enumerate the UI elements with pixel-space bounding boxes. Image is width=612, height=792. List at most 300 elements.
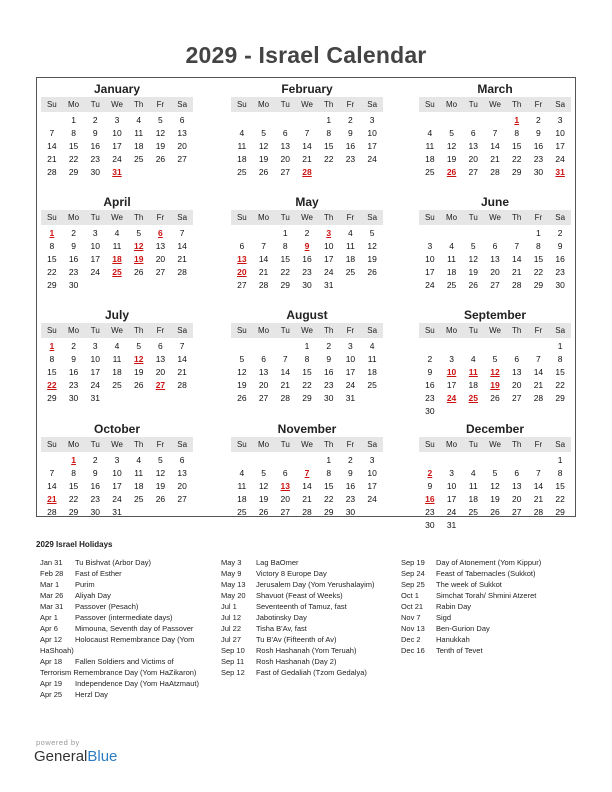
holiday-date: May 20: [221, 591, 246, 600]
day-cell: 14: [511, 254, 522, 264]
day-cell: 21: [302, 494, 312, 504]
holiday-date: Mar 31: [40, 602, 64, 611]
holiday-name: HaShoah): [40, 646, 74, 655]
holiday-row: [40, 557, 220, 568]
holiday-row: [40, 623, 220, 634]
day-cell: 24: [112, 494, 122, 504]
empty-cell: [231, 454, 253, 467]
day-cell: 3: [557, 115, 563, 125]
holiday-day: 13: [237, 254, 247, 264]
day-cell: 16: [302, 254, 312, 264]
day-cell: 8: [49, 354, 55, 364]
month-name: December: [465, 422, 525, 436]
weekday-label: Su: [424, 440, 435, 449]
empty-cell: [253, 454, 275, 467]
weekday-label: Fr: [156, 100, 165, 109]
day-cell: 24: [323, 267, 334, 277]
weekday-label: Th: [512, 100, 522, 109]
day-cell: 6: [514, 354, 520, 364]
day-cell: 18: [237, 154, 247, 164]
day-cell: 6: [492, 241, 498, 251]
day-cell: 14: [302, 481, 312, 491]
weekday-label: Tu: [468, 326, 478, 335]
day-cell: 10: [367, 128, 377, 138]
day-cell: 2: [536, 115, 541, 125]
day-cell: 3: [369, 455, 375, 465]
day-cell: 28: [533, 507, 544, 517]
day-cell: 13: [490, 254, 500, 264]
holiday-row: [221, 557, 401, 568]
holiday-date: Sep 24: [401, 569, 425, 578]
holiday-name: Day of Atonement (Yom Kippur): [436, 558, 542, 567]
weekday-label: Sa: [555, 440, 566, 449]
day-grid: [231, 114, 383, 179]
month-december: [419, 422, 571, 530]
month-name: May: [295, 195, 319, 209]
day-cell: 19: [258, 154, 269, 164]
day-cell: 17: [446, 380, 457, 390]
holiday-row: [221, 612, 401, 623]
day-cell: 4: [239, 128, 245, 138]
holiday-row: [40, 590, 220, 601]
day-grid: [41, 227, 193, 292]
holiday-day: 12: [490, 367, 500, 377]
weekday-label: Su: [236, 213, 247, 222]
day-cell: 2: [92, 115, 98, 125]
day-cell: 18: [133, 481, 144, 491]
day-cell: 3: [449, 354, 454, 364]
day-cell: 18: [468, 494, 479, 504]
weekday-label: Sa: [555, 213, 566, 222]
day-cell: 25: [133, 494, 144, 504]
weekday-label: Fr: [346, 326, 355, 335]
empty-cell: [253, 340, 275, 353]
day-grid: [41, 114, 193, 179]
weekday-label: Tu: [280, 440, 290, 449]
holiday-name: Victory 8 Europe Day: [256, 569, 327, 578]
day-cell: 24: [367, 154, 377, 164]
day-cell: 14: [280, 367, 291, 377]
day-cell: 3: [114, 455, 120, 465]
weekday-label: Tu: [280, 100, 290, 109]
holiday-date: Oct 1: [401, 591, 419, 600]
day-cell: 21: [177, 367, 187, 377]
day-cell: 29: [47, 393, 57, 403]
empty-cell: [419, 227, 441, 240]
holiday-day: 16: [425, 494, 435, 504]
day-cell: 20: [468, 154, 479, 164]
day-cell: 19: [490, 494, 500, 504]
weekday-label: Su: [46, 100, 57, 109]
day-cell: 13: [258, 367, 269, 377]
day-cell: 23: [90, 154, 101, 164]
day-cell: 2: [304, 228, 310, 238]
day-cell: 25: [237, 507, 247, 517]
holiday-date: May 9: [221, 569, 242, 578]
day-cell: 5: [158, 455, 163, 465]
day-cell: 24: [555, 154, 565, 164]
day-cell: 6: [470, 128, 476, 138]
weekday-label: We: [111, 326, 123, 335]
day-cell: 20: [258, 380, 269, 390]
weekday-header: [41, 437, 193, 452]
weekday-label: Tu: [468, 213, 478, 222]
day-cell: 24: [446, 507, 457, 517]
day-grid: [41, 340, 193, 405]
day-cell: 16: [323, 367, 334, 377]
day-cell: 27: [155, 267, 166, 277]
day-cell: 4: [427, 128, 433, 138]
month-november: [231, 422, 383, 530]
day-cell: 23: [533, 154, 544, 164]
day-cell: 18: [367, 367, 377, 377]
month-january: [41, 82, 193, 190]
calendar-grid: [36, 77, 576, 530]
weekday-label: Tu: [468, 100, 478, 109]
day-cell: 4: [348, 228, 353, 238]
day-cell: 30: [90, 167, 101, 177]
holiday-day: 13: [280, 481, 291, 491]
holiday-list-column-3: [401, 557, 581, 656]
day-cell: 14: [258, 254, 269, 264]
weekday-label: Fr: [346, 440, 355, 449]
empty-cell: [441, 227, 463, 240]
day-cell: 11: [112, 241, 122, 251]
day-cell: 28: [302, 507, 312, 517]
weekday-label: Su: [424, 100, 435, 109]
day-cell: 23: [555, 267, 565, 277]
day-cell: 2: [71, 341, 76, 351]
day-cell: 8: [557, 354, 563, 364]
holiday-row: [401, 645, 581, 656]
day-cell: 2: [427, 354, 433, 364]
day-cell: 6: [282, 128, 288, 138]
holiday-name: The week of Sukkot: [436, 580, 502, 589]
day-cell: 12: [258, 141, 269, 151]
day-cell: 10: [112, 128, 122, 138]
powered-by-label: powered by: [36, 738, 80, 747]
holiday-name: Hanukkah: [436, 635, 470, 644]
empty-cell: [41, 454, 63, 467]
holiday-name: Shavuot (Feast of Weeks): [256, 591, 343, 600]
day-cell: 2: [348, 115, 353, 125]
holiday-row: [221, 568, 401, 579]
day-cell: 5: [369, 228, 375, 238]
empty-cell: [274, 114, 296, 127]
day-cell: 7: [49, 468, 55, 478]
day-cell: 22: [280, 267, 291, 277]
day-cell: 16: [68, 367, 79, 377]
day-cell: 5: [261, 468, 266, 478]
weekday-label: Tu: [90, 100, 100, 109]
brand-blue: Blue: [87, 748, 118, 765]
month-name: March: [477, 82, 513, 96]
day-cell: 30: [555, 280, 565, 290]
holiday-day: 27: [155, 380, 166, 390]
day-cell: 18: [133, 141, 144, 151]
holiday-date: Jul 12: [221, 613, 242, 622]
day-cell: 29: [555, 507, 565, 517]
day-cell: 26: [490, 507, 500, 517]
holiday-day: 11: [468, 367, 478, 377]
day-cell: 6: [158, 341, 163, 351]
day-cell: 20: [490, 267, 500, 277]
day-cell: 17: [367, 481, 377, 491]
day-cell: 19: [367, 254, 377, 264]
weekday-label: Th: [324, 326, 334, 335]
day-cell: 24: [90, 267, 101, 277]
day-cell: 18: [112, 367, 122, 377]
holiday-day: 1: [71, 455, 76, 465]
holiday-day: 19: [490, 380, 500, 390]
day-cell: 5: [492, 468, 498, 478]
day-cell: 30: [68, 280, 79, 290]
day-cell: 2: [326, 341, 332, 351]
holiday-day: 1: [49, 341, 55, 351]
day-cell: 3: [369, 115, 375, 125]
holiday-date: Apr 25: [40, 690, 63, 699]
holiday-date: Sep 10: [221, 646, 245, 655]
day-cell: 3: [92, 228, 98, 238]
day-cell: 27: [177, 154, 187, 164]
day-cell: 3: [348, 341, 353, 351]
day-cell: 19: [258, 494, 269, 504]
weekday-label: Su: [424, 326, 435, 335]
day-cell: 14: [177, 241, 187, 251]
day-cell: 18: [237, 494, 247, 504]
day-cell: 29: [280, 280, 291, 290]
day-cell: 11: [112, 354, 122, 364]
day-cell: 25: [345, 267, 356, 277]
day-cell: 20: [155, 254, 166, 264]
day-cell: 31: [323, 280, 334, 290]
day-cell: 29: [511, 167, 522, 177]
weekday-label: Fr: [156, 440, 165, 449]
day-cell: 26: [258, 507, 269, 517]
day-cell: 23: [323, 380, 334, 390]
holiday-name: Tisha B'Av, fast: [256, 624, 307, 633]
holiday-row: [221, 656, 401, 667]
empty-cell: [484, 114, 506, 127]
empty-cell: [528, 454, 550, 467]
day-cell: 7: [492, 128, 498, 138]
day-cell: 22: [533, 267, 544, 277]
day-cell: 8: [326, 468, 332, 478]
empty-cell: [506, 454, 528, 467]
day-cell: 12: [237, 367, 247, 377]
day-cell: 27: [280, 167, 291, 177]
weekday-label: We: [301, 100, 313, 109]
month-name: August: [286, 308, 328, 322]
holiday-name: Independence Day (Yom HaAtzmaut): [75, 679, 199, 688]
weekday-header: [231, 437, 383, 452]
day-cell: 28: [258, 280, 269, 290]
day-cell: 10: [555, 128, 565, 138]
holiday-date: Mar 26: [40, 591, 64, 600]
holiday-row: [401, 601, 581, 612]
holiday-day: 9: [304, 241, 310, 251]
day-cell: 25: [425, 167, 435, 177]
day-cell: 16: [90, 141, 101, 151]
holiday-date: Mar 1: [40, 580, 60, 589]
day-cell: 24: [112, 154, 122, 164]
holiday-day: 2: [427, 468, 433, 478]
holiday-name: Aliyah Day: [75, 591, 111, 600]
holiday-name: Passover (intermediate days): [75, 613, 173, 622]
day-cell: 15: [302, 367, 312, 377]
day-cell: 15: [68, 141, 79, 151]
day-cell: 4: [470, 354, 476, 364]
holiday-day: 19: [133, 254, 144, 264]
day-cell: 15: [47, 367, 57, 377]
month-name: April: [103, 195, 131, 209]
weekday-label: Tu: [468, 440, 478, 449]
weekday-label: Tu: [90, 213, 100, 222]
day-cell: 27: [511, 507, 522, 517]
day-cell: 26: [133, 267, 144, 277]
weekday-label: We: [489, 440, 501, 449]
holiday-day: 20: [237, 267, 247, 277]
holiday-name: Simchat Torah/ Shmini Atzeret: [436, 591, 537, 600]
weekday-label: Fr: [156, 213, 165, 222]
day-cell: 12: [155, 128, 166, 138]
holiday-date: Dec 2: [401, 635, 421, 644]
day-cell: 30: [425, 520, 435, 530]
month-name: June: [480, 195, 509, 209]
month-name: February: [281, 82, 333, 96]
day-cell: 14: [47, 481, 57, 491]
weekday-label: Fr: [534, 100, 543, 109]
day-cell: 23: [425, 507, 435, 517]
month-name: October: [93, 422, 140, 436]
weekday-label: Tu: [280, 213, 290, 222]
day-cell: 25: [112, 380, 122, 390]
day-cell: 16: [345, 141, 356, 151]
day-cell: 26: [490, 393, 500, 403]
weekday-label: Su: [236, 100, 247, 109]
day-cell: 13: [155, 241, 166, 251]
day-cell: 8: [304, 354, 310, 364]
day-cell: 29: [555, 393, 565, 403]
day-cell: 17: [446, 494, 457, 504]
holiday-date: Apr 12: [40, 635, 63, 644]
day-cell: 27: [468, 167, 479, 177]
weekday-label: Su: [236, 440, 247, 449]
weekday-label: We: [111, 213, 123, 222]
holiday-row: [40, 689, 220, 700]
day-cell: 31: [112, 507, 122, 517]
day-cell: 23: [345, 154, 356, 164]
day-cell: 15: [47, 254, 57, 264]
day-cell: 26: [155, 494, 166, 504]
day-cell: 10: [90, 241, 101, 251]
day-cell: 5: [136, 341, 142, 351]
day-cell: 31: [90, 393, 101, 403]
day-cell: 12: [446, 141, 457, 151]
day-cell: 13: [155, 354, 166, 364]
day-cell: 16: [68, 254, 79, 264]
day-cell: 6: [179, 115, 185, 125]
day-cell: 17: [555, 141, 565, 151]
day-cell: 9: [348, 468, 353, 478]
day-grid: [231, 340, 383, 405]
day-cell: 11: [425, 141, 435, 151]
day-cell: 2: [92, 455, 98, 465]
day-cell: 31: [345, 393, 356, 403]
day-cell: 15: [323, 141, 334, 151]
day-cell: 26: [237, 393, 247, 403]
day-cell: 4: [369, 341, 375, 351]
holiday-row: [221, 579, 401, 590]
weekday-header: [231, 97, 383, 112]
weekday-label: Mo: [446, 440, 458, 449]
day-cell: 7: [514, 241, 520, 251]
day-cell: 4: [239, 468, 245, 478]
holiday-row: [40, 667, 220, 678]
holiday-name: Purim: [75, 580, 95, 589]
holiday-name: Tu Bishvat (Arbor Day): [75, 558, 151, 567]
weekday-label: We: [111, 440, 123, 449]
day-cell: 1: [71, 115, 76, 125]
day-cell: 22: [323, 494, 334, 504]
day-cell: 20: [511, 494, 522, 504]
day-cell: 13: [468, 141, 479, 151]
weekday-header: [419, 323, 571, 338]
day-grid: [419, 340, 571, 418]
day-cell: 8: [71, 468, 76, 478]
holiday-date: Apr 1: [40, 613, 58, 622]
holiday-date: Sep 12: [221, 668, 245, 677]
day-cell: 23: [90, 494, 101, 504]
day-cell: 5: [136, 228, 142, 238]
day-cell: 13: [177, 128, 187, 138]
day-cell: 9: [92, 468, 98, 478]
day-cell: 5: [261, 128, 266, 138]
month-name: November: [277, 422, 337, 436]
day-cell: 5: [158, 115, 163, 125]
day-grid: [419, 454, 571, 532]
day-cell: 8: [557, 468, 563, 478]
day-cell: 17: [90, 367, 101, 377]
generalblue-logo[interactable]: [34, 748, 117, 765]
day-cell: 22: [323, 154, 334, 164]
day-cell: 8: [536, 241, 541, 251]
weekday-label: Su: [424, 213, 435, 222]
day-cell: 13: [511, 367, 522, 377]
weekday-label: Th: [512, 440, 522, 449]
day-cell: 11: [237, 141, 247, 151]
day-cell: 20: [155, 367, 166, 377]
day-cell: 21: [47, 154, 57, 164]
day-cell: 26: [155, 154, 166, 164]
holiday-row: [40, 678, 220, 689]
holiday-row: [40, 634, 220, 645]
day-cell: 14: [533, 367, 544, 377]
weekday-label: Su: [46, 440, 57, 449]
holiday-date: May 3: [221, 558, 242, 567]
weekday-label: Sa: [177, 440, 188, 449]
holiday-name: Holocaust Remembrance Day (Yom: [75, 635, 195, 644]
day-cell: 19: [155, 141, 166, 151]
day-cell: 7: [179, 341, 185, 351]
weekday-header: [419, 97, 571, 112]
holiday-name: Fallen Soldiers and Victims of: [75, 657, 174, 666]
day-cell: 9: [71, 241, 76, 251]
day-cell: 23: [425, 393, 435, 403]
weekday-label: Th: [512, 213, 522, 222]
day-cell: 21: [511, 267, 522, 277]
day-cell: 30: [68, 393, 79, 403]
